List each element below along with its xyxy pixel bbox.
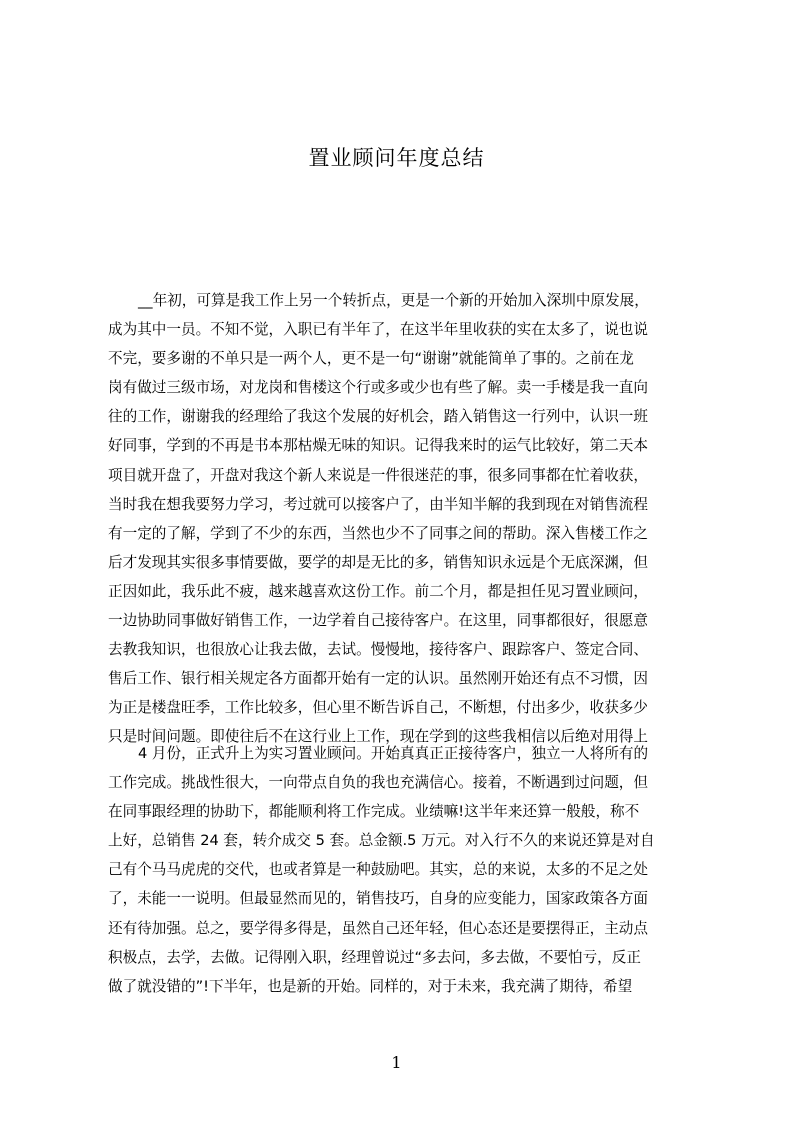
paragraph-line: 为正是楼盘旺季，工作比较多，但心里不断告诉自己，不断想，付出多少，收获多少 (108, 699, 648, 717)
paragraph-line: 4 月份，正式升上为实习置业顾问。开始真真正正接待客户，独立一人将所有的 (138, 745, 649, 762)
paragraph-line: 一边协助同事做好销售工作，一边学着自己接待客户。在这里，同事都很好，很愿意 (108, 612, 648, 630)
paragraph-line: 岗有做过三级市场，对龙岗和售楼这个行或多或少也有些了解。卖一手楼是我一直向 (108, 379, 648, 397)
paragraph-line: 好同事，学到的不再是书本那枯燥无味的知识。记得我来时的运气比较好，第二天本 (108, 437, 648, 455)
paragraph-line: 售后工作、银行相关规定各方面都开始有一定的认识。虽然刚开始还有点不习惯，因 (108, 670, 648, 688)
paragraph-line: 项目就开盘了，开盘对我这个新人来说是一件很迷茫的事，很多同事都在忙着收获， (108, 466, 648, 484)
paragraph-line: 往的工作，谢谢我的经理给了我这个发展的好机会，踏入销售这一行列中，认识一班 (108, 408, 648, 426)
paragraph-line: 不完，要多谢的不单只是一两个人，更不是一句“谢谢”就能简单了事的。之前在龙 (108, 350, 634, 368)
paragraph-line: 做了就没错的”!下半年，也是新的开始。同样的，对于未来，我充满了期待，希望 (108, 977, 633, 995)
document-title: 置业顾问年度总结 (308, 146, 485, 170)
paragraph-line: 正因如此，我乐此不疲，越来越喜欢这份工作。前二个月，都是担任见习置业顾问， (108, 582, 648, 600)
page-number: 1 (391, 1053, 402, 1072)
paragraph-line: 了，未能一一说明。但最显然而见的，销售技巧，自身的应变能力，国家政策各方面 (108, 890, 648, 908)
paragraph-line: 积极点，去学，去做。记得刚入职，经理曾说过“多去问，多去做，不要怕亏，反正 (108, 948, 641, 966)
paragraph-line: 只是时间问题。即使往后不在这行业上工作，现在学到的这些我相信以后绝对用得上 (108, 728, 648, 746)
paragraph-line: 后才发现其实很多事情要做，要学的却是无比的多，销售知识永远是个无底深渊，但 (108, 553, 648, 571)
paragraph-line: 上好，总销售 24 套，转介成交 5 套。总金额.5 万元。对入行不久的来说还算是对自 (108, 832, 655, 850)
paragraph-2 (108, 739, 698, 1001)
paragraph-line: 成为其中一员。不知不觉，入职已有半年了，在这半年里收获的实在太多了，说也说 (108, 321, 648, 339)
paragraph-line: __年初，可算是我工作上另一个转折点，更是一个新的开始加入深圳中原发展， (138, 292, 649, 309)
paragraph-line: 工作完成。挑战性很大，一向带点自负的我也充满信心。接着，不断遇到过问题，但 (108, 774, 648, 792)
paragraph-line: 还有待加强。总之，要学得多得是，虽然自己还年轻，但心态还是要摆得正，主动点 (108, 919, 648, 937)
paragraph-line: 当时我在想我要努力学习，考过就可以接客户了，由半知半解的我到现在对销售流程 (108, 495, 648, 513)
paragraph-line: 在同事跟经理的协助下，都能顺利将工作完成。业绩嘛!这半年来还算一般般，称不 (108, 803, 640, 821)
paragraph-1 (108, 286, 698, 752)
paragraph-line: 有一定的了解，学到了不少的东西，当然也少不了同事之间的帮助。深入售楼工作之 (108, 524, 648, 542)
paragraph-line: 己有个马马虎虎的交代，也或者算是一种鼓励吧。其实，总的来说，太多的不足之处 (108, 861, 648, 879)
paragraph-line: 去教我知识，也很放心让我去做，去试。慢慢地，接待客户、跟踪客户、签定合同、 (108, 641, 648, 659)
